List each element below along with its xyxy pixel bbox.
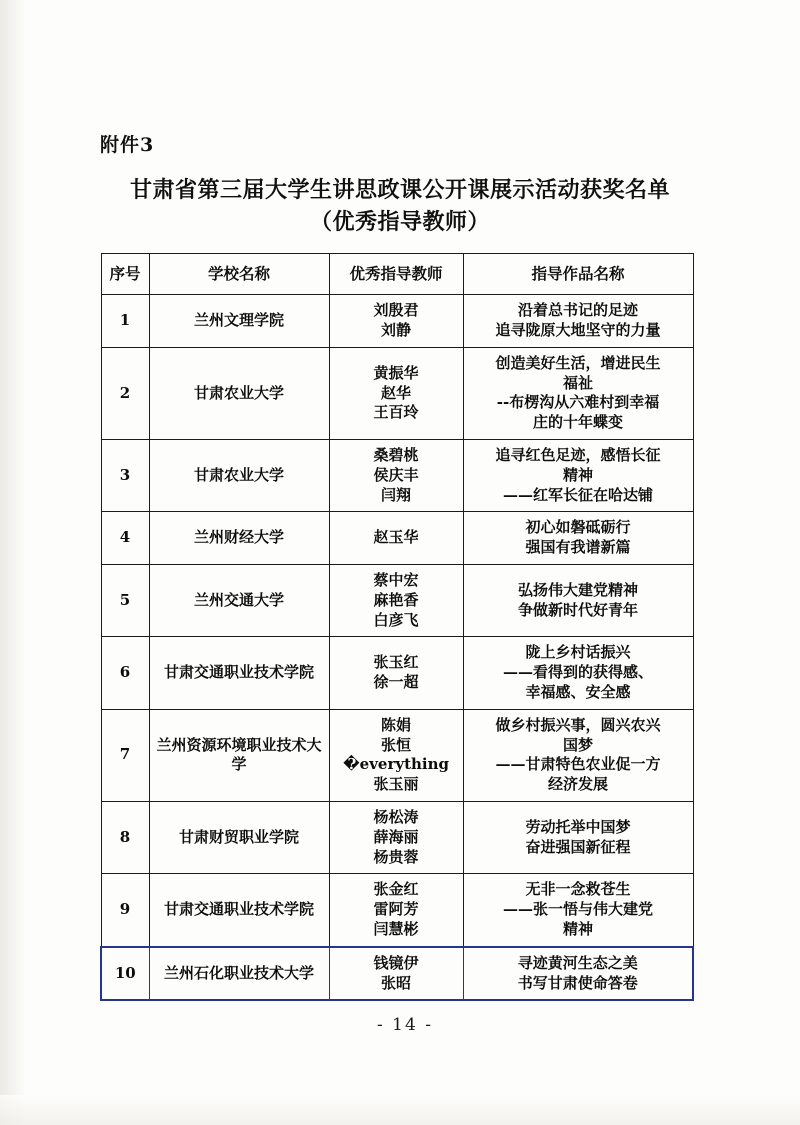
table-row — [101, 709, 693, 801]
scan-edge-left — [0, 0, 26, 1125]
teacher-name: 张玉红 — [373, 653, 419, 672]
cell-work — [463, 637, 693, 709]
teacher-name: 王百玲 — [373, 403, 419, 422]
table-row — [101, 512, 693, 565]
column-header-teacher: 优秀指导教师 — [329, 253, 463, 294]
cell-index: 2 — [101, 347, 149, 439]
cell-work — [463, 874, 693, 947]
cell-work — [463, 512, 693, 565]
cell-school: 兰州石化职业技术大学 — [149, 947, 329, 1001]
title-line-1: 甘肃省第三届大学生讲思政课公开课展示活动获奖名单 — [129, 177, 670, 203]
cell-index: 3 — [101, 440, 149, 512]
column-header-work: 指导作品名称 — [463, 253, 693, 294]
cell-work — [463, 295, 693, 348]
work-line: 初心如磐砥砺行 — [525, 518, 631, 537]
cell-school: 甘肃农业大学 — [149, 347, 329, 439]
cell-teacher — [329, 947, 463, 1001]
document-content — [100, 130, 700, 1035]
cell-school: 甘肃交通职业技术学院 — [149, 637, 329, 709]
work-line: ——红军长征在哈达铺 — [502, 485, 653, 504]
work-line: 经济发展 — [547, 775, 608, 794]
title-line-2: （优秀指导教师） — [309, 208, 490, 235]
page-title — [100, 175, 700, 239]
cell-teacher — [329, 874, 463, 947]
work-line: --布楞沟从六难村到幸福 — [496, 393, 660, 412]
work-line: ——甘肃特色农业促一方 — [495, 755, 661, 774]
table-header-row — [101, 253, 693, 294]
work-line: ——张一悟与伟大建党 — [502, 900, 653, 919]
teacher-name: 黄振华 — [373, 363, 419, 382]
work-line: 陇上乡村话振兴 — [525, 643, 631, 662]
cell-index: 10 — [101, 947, 149, 1001]
work-line: 沿着总书记的足迹 — [517, 301, 638, 320]
cell-work — [463, 801, 693, 873]
teacher-name: 陈娟 — [380, 715, 411, 734]
work-line: 幸福感、安全感 — [525, 682, 631, 701]
cell-school: 兰州文理学院 — [149, 295, 329, 348]
cell-school: 兰州资源环境职业技术大学 — [149, 709, 329, 801]
cell-school: 兰州交通大学 — [149, 565, 329, 637]
table-row — [101, 565, 693, 637]
teacher-name: 张昭 — [380, 973, 411, 992]
table-row — [101, 637, 693, 709]
cell-index: 9 — [101, 874, 149, 947]
work-line: 奋进强国新征程 — [525, 837, 631, 856]
cell-school: 甘肃农业大学 — [149, 440, 329, 512]
teacher-name: 杨贵蓉 — [373, 847, 419, 866]
teacher-name: 张金红 — [373, 880, 419, 899]
attachment-label: 附件3 — [100, 134, 155, 156]
work-line: 书写甘肃使命答卷 — [517, 973, 638, 992]
cell-teacher — [329, 440, 463, 512]
cell-work — [463, 947, 693, 1001]
teacher-name: 刘静 — [380, 321, 411, 340]
cell-work — [463, 347, 693, 439]
cell-index: 5 — [101, 565, 149, 637]
teacher-name: 桑碧桃 — [373, 446, 419, 465]
cell-index: 8 — [101, 801, 149, 873]
cell-teacher — [329, 295, 463, 348]
cell-teacher — [329, 565, 463, 637]
cell-work — [463, 440, 693, 512]
table-row — [101, 947, 693, 1001]
work-line: 追寻陇原大地坚守的力量 — [495, 321, 661, 340]
work-line: 庄的十年蝶变 — [532, 413, 623, 432]
cell-school: 甘肃财贸职业学院 — [149, 801, 329, 873]
work-line: 精神 — [562, 465, 593, 484]
teacher-name: 张恒�everything — [342, 735, 450, 774]
cell-school: 甘肃交通职业技术学院 — [149, 874, 329, 947]
cell-teacher — [329, 709, 463, 801]
teacher-name: 张玉丽 — [373, 775, 419, 794]
work-line: 追寻红色足迹，感悟长征 — [495, 446, 661, 465]
cell-index: 7 — [101, 709, 149, 801]
cell-work — [463, 565, 693, 637]
work-line: 福祉 — [562, 373, 593, 392]
teacher-name: 薛海丽 — [373, 827, 419, 846]
table-row — [101, 347, 693, 439]
teacher-name: 徐一超 — [373, 673, 419, 692]
teacher-name: 钱镜伊 — [373, 953, 419, 972]
table-row — [101, 440, 693, 512]
scan-edge-bottom — [0, 1095, 800, 1125]
page-number: - 14 - — [377, 1015, 433, 1036]
work-line: ——看得到的获得感、 — [502, 663, 653, 682]
work-line: 创造美好生活，增进民生 — [495, 353, 661, 372]
table-body — [101, 295, 693, 1001]
cell-school: 兰州财经大学 — [149, 512, 329, 565]
teacher-name: 白彦飞 — [373, 610, 419, 629]
teacher-name: 赵玉华 — [373, 528, 419, 547]
teacher-name: 杨松涛 — [373, 807, 419, 826]
cell-index: 1 — [101, 295, 149, 348]
work-line: 争做新时代好青年 — [517, 600, 638, 619]
teacher-name: 闫翔 — [380, 485, 411, 504]
teacher-name: 雷阿芳 — [373, 900, 419, 919]
teacher-name: 侯庆丰 — [373, 465, 419, 484]
work-line: 国梦 — [562, 735, 593, 754]
teacher-name: 蔡中宏 — [373, 571, 419, 589]
column-header-school: 学校名称 — [149, 253, 329, 294]
table-row — [101, 874, 693, 947]
column-header-index: 序号 — [101, 253, 149, 294]
cell-teacher — [329, 512, 463, 565]
work-line: 做乡村振兴事，圆兴农兴 — [495, 715, 661, 734]
cell-index: 4 — [101, 512, 149, 565]
teacher-name: 刘殷君 — [373, 301, 419, 320]
work-line: 无非一念救苍生 — [525, 880, 631, 899]
cell-index: 6 — [101, 637, 149, 709]
table-row — [101, 295, 693, 348]
work-line: 劳动托举中国梦 — [525, 817, 631, 836]
award-table — [100, 253, 694, 1002]
work-line: 寻迹黄河生态之美 — [517, 953, 638, 972]
work-line: 强国有我谱新篇 — [525, 538, 631, 557]
teacher-name: 赵华 — [380, 383, 411, 402]
cell-teacher — [329, 637, 463, 709]
work-line: 精神 — [562, 919, 593, 938]
work-line: 弘扬伟大建党精神 — [517, 580, 638, 599]
teacher-name: 闫慧彬 — [373, 919, 419, 938]
cell-teacher — [329, 347, 463, 439]
cell-work — [463, 709, 693, 801]
table-row — [101, 801, 693, 873]
teacher-name: 麻艳香 — [373, 590, 419, 609]
cell-teacher — [329, 801, 463, 873]
